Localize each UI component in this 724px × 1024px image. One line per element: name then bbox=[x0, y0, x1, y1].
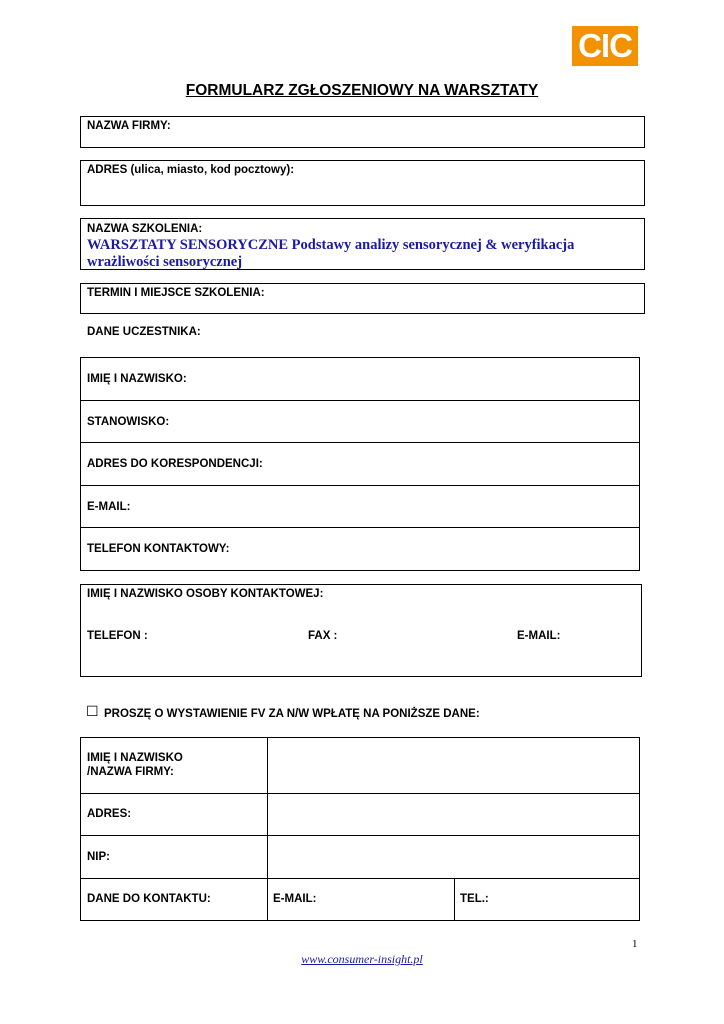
row-divider bbox=[81, 793, 639, 794]
training-date-place-label: TERMIN I MIEJSCE SZKOLENIA: bbox=[87, 287, 265, 299]
contact-email-label: E-MAIL: bbox=[517, 630, 561, 642]
participant-email-field[interactable]: E-MAIL: bbox=[87, 501, 131, 513]
participant-name-field[interactable]: IMIĘ I NAZWISKO: bbox=[87, 373, 187, 385]
invoice-name-label-line2: /NAZWA FIRMY: bbox=[87, 766, 174, 778]
row-divider bbox=[81, 400, 639, 401]
invoice-name-label-line1: IMIĘ I NAZWISKO bbox=[87, 752, 183, 764]
row-divider bbox=[81, 527, 639, 528]
logo-text: CIC bbox=[578, 27, 632, 64]
company-name-box[interactable] bbox=[80, 116, 645, 148]
row-divider bbox=[81, 835, 639, 836]
participant-position-field[interactable]: STANOWISKO: bbox=[87, 416, 170, 428]
column-divider bbox=[454, 878, 455, 920]
training-name-box bbox=[80, 218, 645, 270]
page-title: FORMULARZ ZGŁOSZENIOWY NA WARSZTATY bbox=[185, 82, 539, 99]
contact-person-label: IMIĘ I NAZWISKO OSOBY KONTAKTOWEJ: bbox=[87, 588, 324, 600]
training-name-label: NAZWA SZKOLENIA: bbox=[87, 223, 203, 235]
invoice-address-label: ADRES: bbox=[87, 808, 132, 820]
participant-table bbox=[80, 357, 640, 571]
invoice-table bbox=[80, 737, 640, 921]
company-logo bbox=[572, 26, 638, 66]
participant-address-field[interactable]: ADRES DO KORESPONDENCJI: bbox=[87, 458, 263, 470]
training-date-place-box[interactable] bbox=[80, 283, 645, 314]
contact-person-box[interactable] bbox=[80, 584, 642, 677]
invoice-checkbox-icon[interactable]: ☐ bbox=[86, 703, 99, 719]
address-label: ADRES (ulica, miasto, kod pocztowy): bbox=[87, 164, 295, 176]
company-name-label: NAZWA FIRMY: bbox=[87, 120, 171, 132]
invoice-nip-label: NIP: bbox=[87, 851, 110, 863]
invoice-tel-label: TEL.: bbox=[460, 893, 489, 905]
participant-heading: DANE UCZESTNIKA: bbox=[87, 326, 201, 338]
invoice-request-label: PROSZĘ O WYSTAWIENIE FV ZA N/W WPŁATĘ NA PONIŻSZE DANE: bbox=[104, 708, 480, 720]
contact-fax-label: FAX : bbox=[308, 630, 338, 642]
participant-phone-field[interactable]: TELEFON KONTAKTOWY: bbox=[87, 543, 230, 555]
invoice-email-label: E-MAIL: bbox=[273, 893, 317, 905]
contact-phone-label: TELEFON : bbox=[87, 630, 148, 642]
footer-website-link[interactable]: www.consumer-insight.pl bbox=[301, 952, 423, 966]
invoice-contact-label: DANE DO KONTAKTU: bbox=[87, 893, 211, 905]
address-box[interactable] bbox=[80, 160, 645, 206]
training-title-line2: wrażliwości sensorycznej bbox=[87, 254, 243, 270]
training-title-line1: WARSZTATY SENSORYCZNE Podstawy analizy sensorycznej & weryfikacja bbox=[87, 237, 575, 253]
column-divider bbox=[267, 738, 268, 920]
row-divider bbox=[81, 878, 639, 879]
page-number: 1 bbox=[632, 938, 638, 950]
row-divider bbox=[81, 485, 639, 486]
row-divider bbox=[81, 442, 639, 443]
